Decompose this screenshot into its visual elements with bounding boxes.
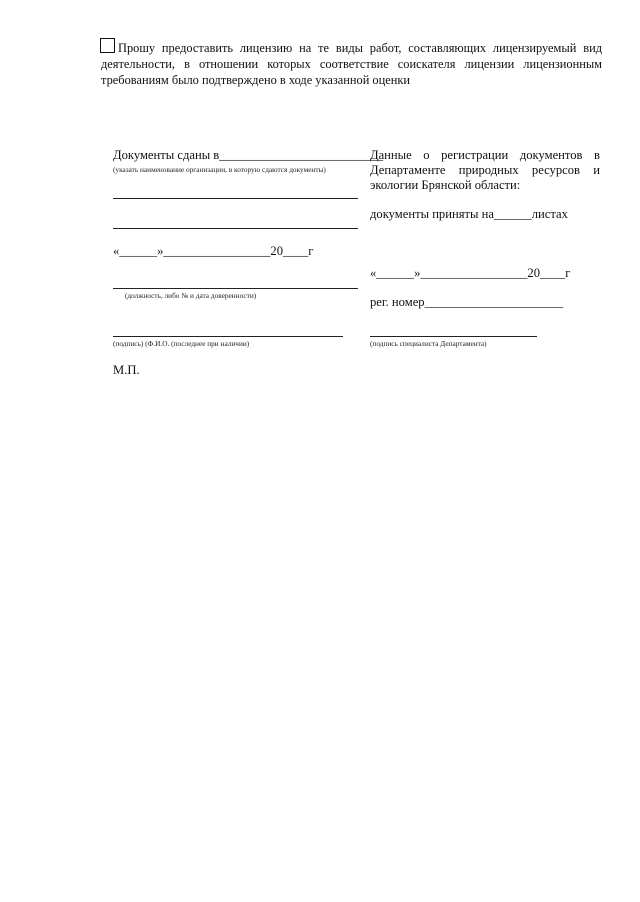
organization-line-1[interactable] [113,198,358,199]
organization-line-2[interactable] [113,228,358,229]
license-request-text: Прошу предоставить лицензию на те виды работ, составляющих лицензируемый вид деятельности, в отношении которых соответствие соискателя лицензии лицензионным требованиям было подтверждено в ходе указанной оценки [101,41,602,87]
stamp-label: М.П. [113,363,140,377]
acceptance-date[interactable]: «______»_________________20____г [370,266,571,280]
accepted-sheets[interactable]: документы приняты на______листах [370,207,568,221]
specialist-signature-line[interactable] [370,336,537,337]
position-line[interactable] [113,288,358,289]
registration-info: Данные о регистрации документов в Департаменте природных ресурсов и экологии Брянской области: [370,148,600,192]
specialist-signature-hint: (подпись специалиста Департамента) [370,339,487,348]
submission-date[interactable]: «______»_________________20____г [113,244,314,258]
signature-hint: (подпись) (Ф.И.О. (последнее при наличии) [113,339,250,348]
position-hint: (должность, либо № и дата доверенности) [125,291,257,300]
signature-line[interactable] [113,336,343,337]
registration-number[interactable]: рег. номер______________________ [370,295,564,309]
submitted-to-label: Документы сданы в__________________________ [113,148,383,162]
submitted-to-hint: (указать наименование организации, в которую сдаются документы) [113,165,326,174]
